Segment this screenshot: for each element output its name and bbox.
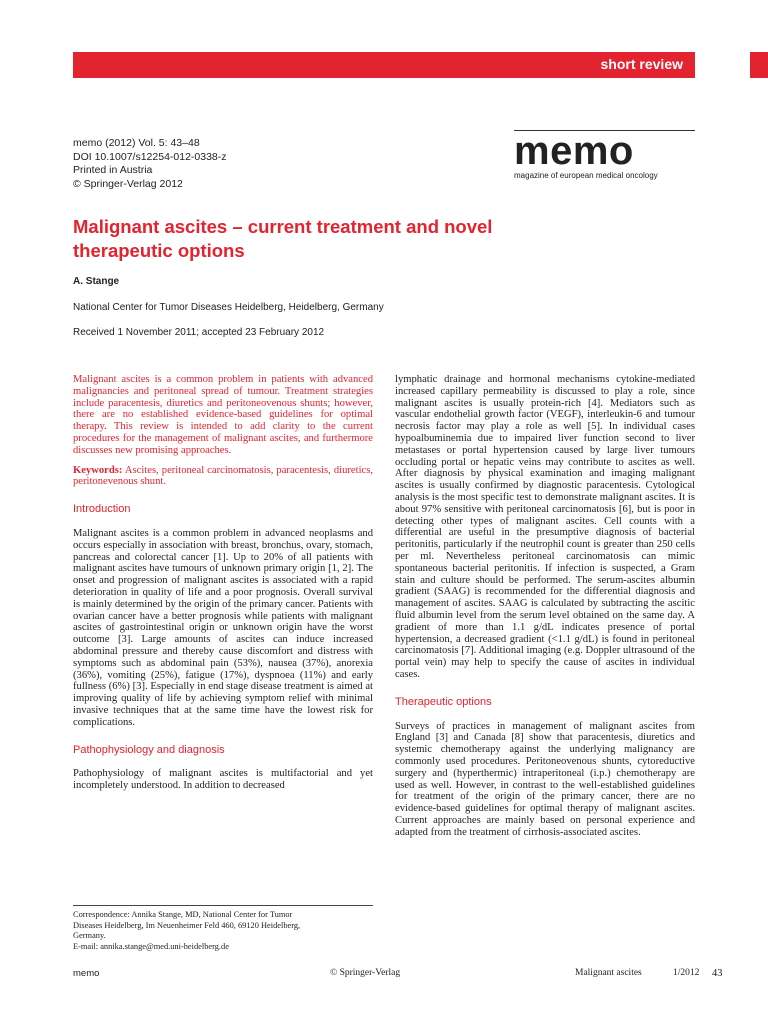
article-title: Malignant ascites – current treatment and novel therapeutic options [73, 216, 493, 261]
keywords-text: Ascites, peritoneal carcinomatosis, paracentesis, diuretics, peritonevenous shunt. [73, 464, 373, 488]
footnote-line: Correspondence: Annika Stange, MD, National Center for Tumor [73, 910, 293, 919]
patho-text: Pathophysiology of malignant ascites is multifactorial and yet incompletely understood. In addition to decreased [73, 768, 373, 792]
abstract: Malignant ascites is a common problem in patients with advanced malignancies and peritoneal spread of tumour. Treatment strategies include paracentesis, diuretics and peritoneovenous shunts; however, there are no established evidence-based guidelines for optimal therapy. This review is intended to add clarity to the current procedures for the management of malignant ascites, and furthermore discusses new promising approaches. [73, 374, 373, 456]
journal-logo [514, 130, 695, 180]
footnote-line: Diseases Heidelberg, Im Neuenheimer Feld 460, 69120 Heidelberg, [73, 920, 301, 930]
intro-text: Malignant ascites is a common problem in advanced neoplasms and occurs especially in association with breast, bronchus, ovary, stomach, pancreas and colorectal cancer [1]. Up to 20% of all patients with malignant ascites have tumours of unknown primary origin [1, 2]. The onset and progression of malignant ascites is associated with a rapid deterioration in quality of life and a poor prognosis. Overall survival is mainly determined by the origin of the primary cancer. Patients with ovarian cancer have a better prognosis while patients with malignant ascites of gastrointestinal origin or unknown origin have the worst outcome [3]. Large amounts of ascites can induce increased abdominal pressure and thereby cause discomfort and distress with symptoms such as abdominal pain (53%), nausea (37%), anorexia (36%), vomiting (25%), fatigue (17%), dyspnoea (11%) and early fullness (6%) [3]. Especially in end stage disease treatment is aimed at improving quality of life by achieving symptom relief with minimal invasive techniques that at the same time have the lowest risk for complications. [73, 527, 373, 728]
footer-issue: 1/2012 [673, 968, 700, 978]
affiliation: National Center for Tumor Diseases Heidelberg, Heidelberg, Germany [73, 302, 384, 313]
footer-journal: memo [73, 968, 100, 979]
left-column [73, 374, 373, 792]
author: A. Stange [73, 276, 120, 287]
footnote-line: Germany. [73, 931, 106, 941]
copyright-line: © Springer-Verlag 2012 [73, 177, 183, 190]
footnote-email: E-mail: annika.stange@med.uni-heidelberg.de [73, 941, 229, 951]
citation-meta [73, 137, 227, 191]
received-dates: Received 1 November 2011; accepted 23 February 2012 [73, 327, 325, 338]
intro-heading: Introduction [73, 503, 131, 516]
therapeutic-heading: Therapeutic options [395, 695, 492, 708]
therapeutic-text: Surveys of practices in management of malignant ascites from England [3] and Canada [8] show that paracentesis, diuretics and systemic chemotherapy against the underlying malignancy are commonly used procedures. Peritoneovenous shunts, cytoreductive surgery and (hyperthermic) intraperitoneal (i.p.) chemotherapy are used as well. However, in contrast to the well-established guidelines for treatment of the origin of the primary cancer, there are no evidence-based guidelines for optimal therapy of malignant ascites. Current approaches are mainly based on personal experience and adapted from the treatment of cirrhosis-associated ascites. [395, 720, 695, 838]
correspondence-footnote [73, 905, 373, 952]
page-number: 43 [712, 968, 723, 979]
right-text: lymphatic drainage and hormonal mechanisms cytokine-mediated increased capillary permeability is discussed to play a role, since malignant ascites is usually protein-rich [4]. Mediators such as vascular endothelial growth factor (VEGF), interleukin-6 and tumour necrosis factor may play a role as well [5]. In individual cases hypoalbuminemia due to impaired liver function second to liver metastases or portal hypertension caused by large liver tumours occluding portal or hepatic veins may contribute to ascites as well. After diagnosis by physical examination and imaging malignant ascites is usually confirmed by diagnostic paracentesis. Cytological analysis is the most specific test to demonstrate malignant ascites. It is about 97% sensitive with peritoneal carcinomatosis [6], but is poor in detecting other types of malignant ascites. Cell counts with a differential are useful in the presumptive diagnosis of bacterial peritonitis, particularly if the neutrophil count is greater than 250 cells per ml. Nevertheless peritoneal carcinomatosis can mimic spontaneous bacterial peritonitis. If infection is suspected, a Gram stain and culture should be performed. The serum-ascites albumin gradient (SAAG) is recommended for the differential diagnosis and management of ascites. SAAG is calculated by subtracting the ascitic fluid albumin level from the serum level obtained on the same day. A gradient of more than 1.1 g/dL indicates presence of portal hypertension, a decreased gradient (<1.1 g/dL) is found in peritoneal carcinomatosis [7]. Additional imaging (e.g. Doppler ultrasound of the portal vein) may help to specify the cause of ascites in individual cases. [395, 374, 695, 680]
footer-running-title: Malignant ascites [575, 968, 642, 978]
patho-heading: Pathophysiology and diagnosis [73, 743, 225, 756]
right-column [395, 374, 695, 838]
doi-line: DOI 10.1007/s12254-012-0338-z [73, 150, 227, 163]
citation-line: memo (2012) Vol. 5: 43–48 [73, 137, 200, 149]
footer-publisher: © Springer-Verlag [330, 968, 401, 978]
section-banner [73, 52, 695, 78]
logo-tagline: magazine of european medical oncology [514, 171, 658, 180]
page-edge-tab [750, 52, 768, 78]
banner-label: short review [600, 56, 683, 72]
keywords [73, 465, 373, 489]
logo-word: memo [514, 129, 634, 173]
keywords-label: Keywords: [73, 464, 123, 476]
printed-line: Printed in Austria [73, 164, 153, 176]
